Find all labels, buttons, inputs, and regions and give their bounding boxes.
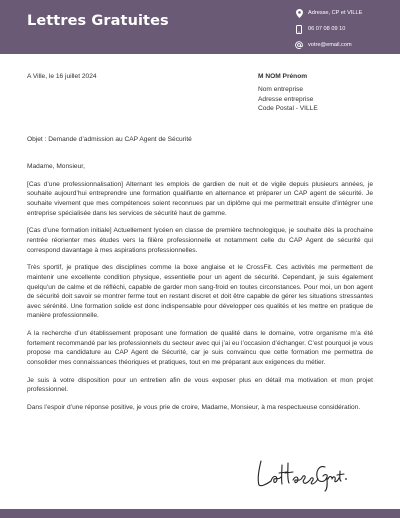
at-sign-icon (293, 40, 305, 50)
contact-email (293, 37, 398, 53)
recipient-address: Adresse entreprise (258, 95, 314, 103)
recipient-company: Nom entreprise (258, 86, 304, 94)
address-text: Adresse, CP et VILLE (308, 10, 363, 16)
recipient-name: M NOM Prénom (258, 73, 308, 80)
recipient-block (258, 72, 318, 114)
handwritten-signature (255, 453, 350, 493)
recipient-postcode: Code Postal - VILLE (258, 105, 318, 113)
paragraph-motivation: A la recherche d’un établissement proposant une formation de qualité dans le domaine, votre organisme m’a été fortement recommandé par les professionnels du secteur avec qui j’ai eu l’occasion d’échanger. C’est pourquoi je vous propose ma candidature au CAP Agent de Sécurité, car je suis convaincu que cette formation me permettra de consolider mes connaissances théoriques et pratiques, tout en me préparant aux exigences du métier. (27, 330, 373, 366)
brand-title: Lettres Gratuites (27, 13, 169, 29)
paragraph-availability: Je suis à votre disposition pour un entretien afin de vous exposer plus en détail ma motivation et mon projet professionnel. (27, 376, 373, 394)
smartphone-icon (293, 24, 305, 34)
location-pin-icon (293, 8, 305, 18)
header-bar (0, 0, 400, 54)
paragraph-qualities: Très sportif, je pratique des disciplines comme la boxe anglaise et le CrossFit. Ces activités me permettent de maintenir une excellente condition physique, essentielle pour un agent de sécurité. Cependant, je suis également quelqu’un de calme et de réfléchi, capable de garder mon sang-froid en toutes circonstances. Pour moi, un bon agent de sécurité doit savoir se montrer ferme tout en restant discret et doit être capable de gérer les situations stressantes avec sérénité. Une formation solide est donc indispensable pour développer ces qualités et les mettre en pratique de manière professionnelle. (27, 264, 373, 320)
closing: Dans l’espoir d’une réponse positive, je vous prie de croire, Madame, Monsieur, à ma respectueuse considération. (27, 404, 361, 411)
contact-block (293, 5, 398, 53)
email-link[interactable]: votre@email.com (308, 42, 352, 48)
contact-phone (293, 21, 398, 37)
contact-address (293, 5, 398, 21)
footer-bar (0, 509, 400, 518)
salutation: Madame, Monsieur, (27, 163, 85, 170)
letter-subject: Objet : Demande d’admission au CAP Agent de Sécurité (27, 136, 192, 143)
letter-date: A Ville, le 16 juillet 2024 (27, 73, 97, 80)
phone-text: 06 07 08 09 10 (308, 26, 346, 32)
paragraph-formation-initiale: [Cas d’une formation initiale] Actuellement lycéen en classe de première technologique, je souhaite dès la prochaine rentrée réorienter mes études vers la filière professionnelle et notamment celle du CAP Agent de sécurité qui correspond davantage à mes aspirations professionnelles. (27, 227, 373, 254)
letter-body (27, 162, 373, 421)
paragraph-professionnalisation: [Cas d’une professionnalisation] Alternant les emplois de gardien de nuit et de vigile depuis plusieurs années, je souhaite aujourd’hui entreprendre une formation qualifiante en alternance et préparer un CAP agent de sécurité. Je souhaite vivement que mes compétences soient reconnues par un diplôme qui me permettrait ensuite d’intégrer une entreprise spécialisée dans les services de sécurité haut de gamme. (27, 180, 373, 217)
